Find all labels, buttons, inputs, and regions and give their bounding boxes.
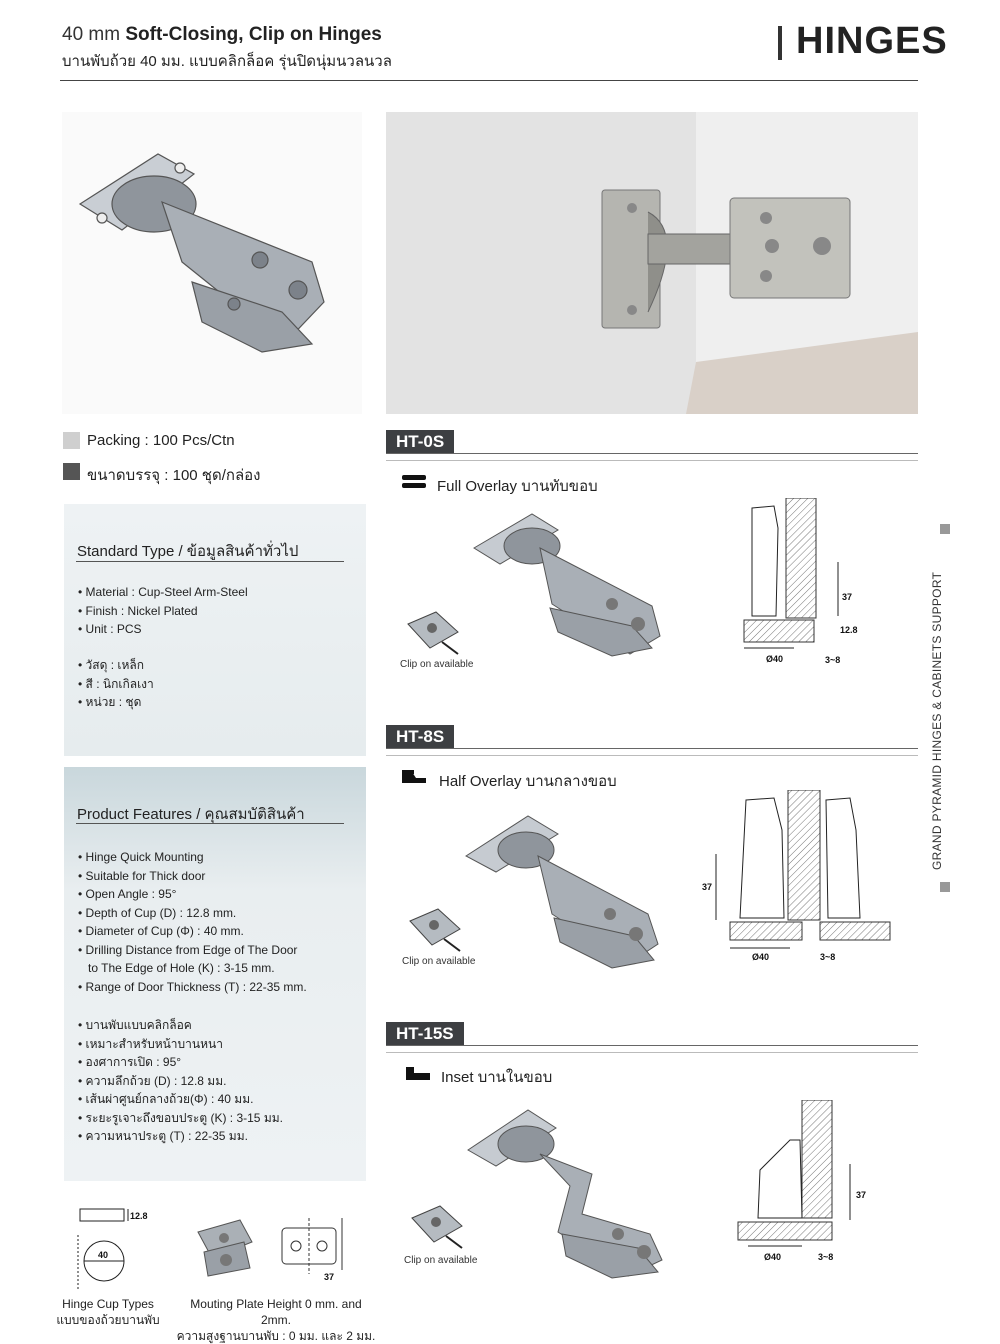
features-list-en: [78, 848, 307, 996]
standard-heading: Standard Type / ข้อมูลสินค้าทั่วไป: [77, 543, 299, 560]
list-item: • Suitable for Thick door: [78, 867, 307, 886]
model-rule: [386, 1045, 918, 1046]
half-overlay-icon: [402, 770, 426, 784]
side-marker-top: [940, 524, 950, 534]
dim-12-8: 12.8: [840, 625, 858, 635]
plate-caption: [176, 1296, 376, 1344]
product-image: [62, 112, 362, 414]
standard-list-en: [78, 583, 248, 639]
dim-40: 40: [98, 1250, 109, 1260]
model-bar-ht-0s: [386, 430, 918, 454]
model-bar-ht-8s: [386, 725, 918, 749]
diagram-ht-0s: [730, 498, 860, 673]
list-item: • Drilling Distance from Edge of The Door: [78, 941, 307, 960]
list-item: • เหมาะสำหรับหน้าบานหนา: [78, 1035, 283, 1054]
standard-panel: [64, 504, 366, 756]
section-bar: [778, 26, 782, 60]
model-tag: HT-8S: [386, 725, 454, 749]
list-item: • Hinge Quick Mounting: [78, 848, 307, 867]
hinge-image-ht-8s: [462, 810, 672, 970]
title-th: บานพับถ้วย 40 มม. แบบคลิกล็อค รุ่นปิดนุ่มนวลนวล: [62, 53, 392, 70]
list-item: • Unit : PCS: [78, 620, 248, 639]
side-brand-text: GRAND PYRAMID HINGES & CABINETS SUPPORT: [930, 571, 944, 870]
type-en: Full Overlay: [437, 478, 518, 495]
list-item: • Open Angle : 95°: [78, 885, 307, 904]
features-rule: [76, 823, 344, 824]
side-marker-bottom: [940, 882, 950, 892]
plate-caption-en: Mouting Plate Height 0 mm. and 2mm.: [190, 1297, 362, 1327]
type-en: Half Overlay: [439, 773, 522, 790]
type-en: Inset: [441, 1069, 474, 1086]
list-item: • วัสดุ : เหล็ก: [78, 656, 154, 675]
dim-3-8: 3~8: [825, 655, 841, 665]
section-title: HINGES: [796, 20, 948, 62]
mounting-plate-image: [190, 1212, 260, 1282]
list-item: • หน่วย : ชุด: [78, 693, 154, 712]
type-th: บานทับขอบ: [521, 478, 598, 495]
diagram-ht-8s: [700, 790, 900, 970]
model-rule-2: [386, 1052, 918, 1053]
features-heading: Product Features / คุณสมบัติสินค้า: [77, 806, 305, 823]
legend-light-swatch: [63, 432, 80, 449]
type-label: [439, 769, 617, 793]
list-item: • ความลึกถ้วย (D) : 12.8 มม.: [78, 1072, 283, 1091]
hinge-image-ht-15s: [462, 1104, 677, 1279]
dim-12-8: 12.8: [130, 1211, 148, 1221]
model-rule-2: [386, 460, 918, 461]
dim-37: 37: [842, 592, 853, 602]
model-rule: [386, 453, 918, 454]
size-label: 40 mm: [62, 24, 121, 45]
list-item: • Diameter of Cup (Φ) : 40 mm.: [78, 922, 307, 941]
standard-list-th: [78, 656, 154, 712]
packing-en: Packing : 100 Pcs/Ctn: [87, 432, 235, 449]
features-list-th: [78, 1016, 283, 1146]
list-item: • เส้นผ่าศูนย์กลางถ้วย(Φ) : 40 มม.: [78, 1090, 283, 1109]
clip-label: Clip on available: [400, 659, 474, 670]
dim-37: 37: [856, 1190, 867, 1200]
dim-d40: Ø40: [766, 654, 784, 664]
clip-label: Clip on available: [402, 956, 476, 967]
dim-37: 37: [324, 1272, 335, 1282]
page-title: [62, 24, 382, 46]
cup-caption: [52, 1296, 164, 1328]
type-label: [441, 1065, 552, 1089]
cup-caption-th: แบบของถ้วยบานพับ: [56, 1313, 160, 1327]
type-th: บานกลางขอบ: [525, 773, 617, 790]
dim-3-8: 3~8: [820, 952, 836, 962]
list-item: to The Edge of Hole (K) : 3-15 mm.: [88, 961, 275, 975]
dim-d40: Ø40: [764, 1252, 782, 1262]
clip-icon-ht-0s: [402, 608, 462, 656]
diagram-ht-15s: [730, 1100, 880, 1270]
dim-37: 37: [702, 882, 713, 892]
list-item: • Range of Door Thickness (T) : 22-35 mm.: [78, 978, 307, 997]
inset-icon: [406, 1067, 430, 1081]
standard-rule: [76, 561, 344, 562]
model-rule: [386, 748, 918, 749]
clip-icon-ht-15s: [406, 1202, 466, 1250]
packing-th: ขนาดบรรจุ : 100 ชุด/กล่อง: [87, 467, 261, 484]
model-rule-2: [386, 755, 918, 756]
type-th: บานในขอบ: [477, 1069, 553, 1086]
title-en: Soft-Closing, Clip on Hinges: [125, 24, 382, 45]
full-overlay-icon: [402, 475, 426, 489]
legend-dark-swatch: [63, 463, 80, 480]
model-tag: HT-0S: [386, 430, 454, 454]
cup-diagram: [70, 1205, 160, 1295]
dim-3-8: 3~8: [818, 1252, 834, 1262]
list-item: • Depth of Cup (D) : 12.8 mm.: [78, 904, 307, 923]
list-item: • สี : นิกเกิลเงา: [78, 675, 154, 694]
clip-label: Clip on available: [404, 1255, 478, 1266]
list-item: • Material : Cup-Steel Arm-Steel: [78, 583, 248, 602]
hinge-illustration: [80, 154, 324, 352]
plate-caption-th: ความสูงฐานบานพับ : 0 มม. และ 2 มม.: [176, 1329, 376, 1343]
list-item: • บานพับแบบคลิกล็อค: [78, 1016, 283, 1035]
model-tag: HT-15S: [386, 1022, 464, 1046]
hinge-image-ht-0s: [462, 508, 672, 658]
list-item: • ระยะรูเจาะถึงขอบประตู (K) : 3-15 มม.: [78, 1109, 283, 1128]
features-panel: [64, 767, 366, 1181]
plate-drawing: [272, 1214, 352, 1284]
installation-photo: [386, 112, 918, 414]
model-bar-ht-15s: [386, 1022, 918, 1046]
cup-caption-en: Hinge Cup Types: [62, 1297, 154, 1311]
list-item: • องศาการเปิด : 95°: [78, 1053, 283, 1072]
dim-d40: Ø40: [752, 952, 770, 962]
list-item: • Finish : Nickel Plated: [78, 602, 248, 621]
clip-icon-ht-8s: [404, 905, 464, 953]
list-item: • ความหนาประตู (T) : 22-35 มม.: [78, 1127, 283, 1146]
type-label: [437, 474, 598, 498]
header-rule: [60, 80, 918, 81]
